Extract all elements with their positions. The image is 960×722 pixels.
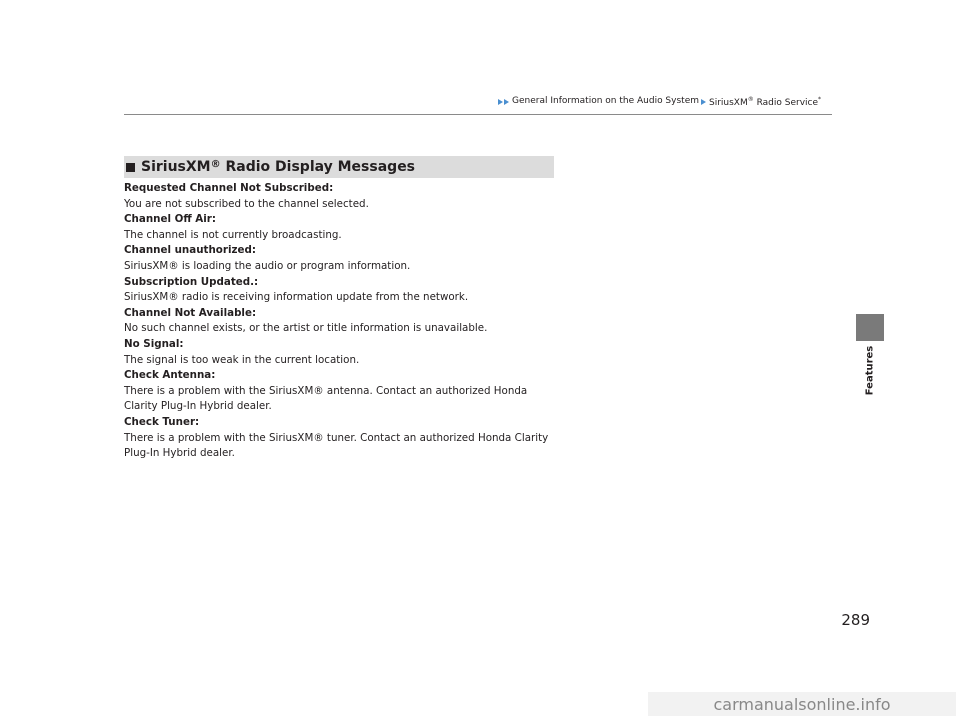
chevron-right-icon <box>701 99 706 105</box>
chapter-tab-label: Features <box>864 345 876 395</box>
message-item <box>124 212 564 243</box>
message-title: No Signal: <box>124 337 184 350</box>
watermark-text: carmanualsonline.info <box>648 692 956 716</box>
message-title: Requested Channel Not Subscribed: <box>124 182 334 194</box>
message-list <box>124 181 564 462</box>
message-title: Channel unauthorized: <box>124 244 256 257</box>
message-description: There is a problem with the SiriusXM® tuner. Contact an authorized Honda Clarity Plug-In Hybrid dealer. <box>124 431 549 460</box>
message-item <box>124 306 564 337</box>
chevron-right-icon <box>504 99 509 105</box>
message-title: Channel Not Available: <box>124 306 257 319</box>
message-description: You are not subscribed to the channel selected. <box>124 197 369 210</box>
message-description: The channel is not currently broadcasting. <box>124 228 342 241</box>
message-item <box>124 243 564 274</box>
message-description: No such channel exists, or the artist or title information is unavailable. <box>124 322 488 335</box>
chevron-right-icon <box>498 99 503 105</box>
page-number: 289 <box>841 611 870 629</box>
message-item <box>124 368 564 415</box>
section-title: SiriusXM® Radio Display Messages <box>141 159 416 175</box>
breadcrumb-item-audio-system[interactable]: General Information on the Audio System <box>512 96 699 106</box>
message-item <box>124 415 564 462</box>
message-description: There is a problem with the SiriusXM® antenna. Contact an authorized Honda Clarity Plug-In Hybrid dealer. <box>124 384 528 413</box>
message-title: Check Tuner: <box>124 415 200 428</box>
square-bullet-icon <box>126 163 135 172</box>
message-title: Subscription Updated.: <box>124 275 259 288</box>
header-divider <box>124 114 832 115</box>
message-title: Check Antenna: <box>124 369 216 382</box>
message-description: SiriusXM® is loading the audio or program information. <box>124 259 411 272</box>
section-header <box>124 156 554 178</box>
message-item <box>124 181 564 212</box>
message-description: The signal is too weak in the current location. <box>124 353 360 366</box>
message-title: Channel Off Air: <box>124 213 216 226</box>
chapter-tab-marker[interactable] <box>856 314 884 341</box>
breadcrumb <box>498 94 821 109</box>
message-item <box>124 275 564 306</box>
message-item <box>124 337 564 368</box>
message-description: SiriusXM® radio is receiving information update from the network. <box>124 291 469 304</box>
breadcrumb-item-siriusxm[interactable]: SiriusXM® Radio Service* <box>709 96 822 108</box>
